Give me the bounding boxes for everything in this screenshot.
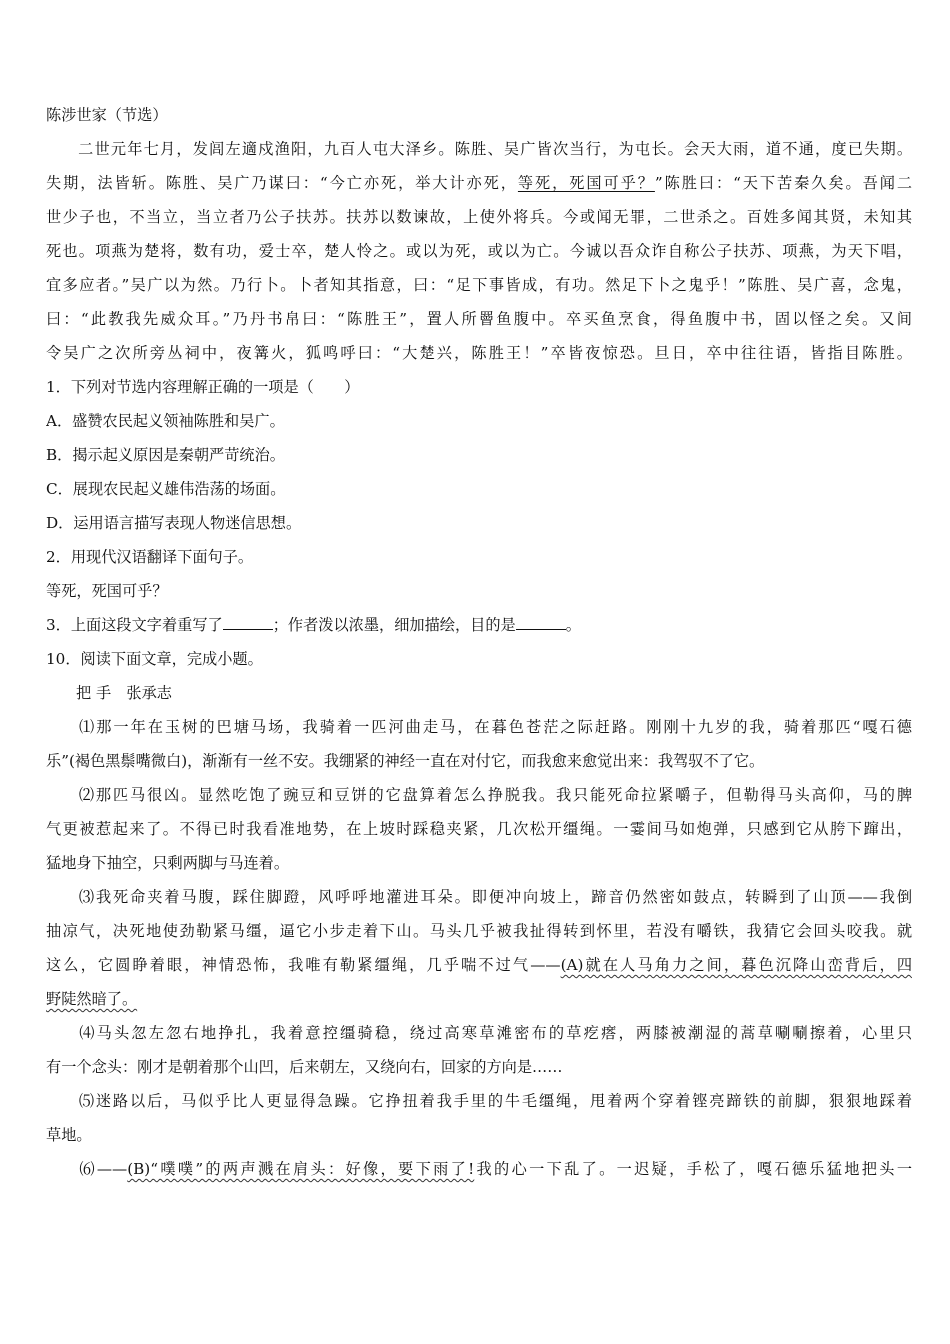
article-line: 有一个念头：刚才是朝着那个山凹，后来朝左，又绕向右，回家的方向是…… bbox=[46, 1058, 563, 1076]
article-line: 猛地身下抽空，只剩两脚与马连着。 bbox=[46, 854, 289, 872]
wavy-underlined-sentence-b: (B)“噗噗”的两声溅在肩头：好像，要下雨了! bbox=[127, 1160, 475, 1178]
article-line: ⑷马头忽左忽右地挣扎，我着意控缰骑稳，绕过高寒草滩密布的草疙瘩，两膝被潮湿的蒿草唰唰擦着，心里只 bbox=[77, 1024, 912, 1042]
question-stem: 1．下列对节选内容理解正确的一项是（ ） bbox=[46, 378, 360, 396]
article-line: ⑶我死命夹着马腹，踩住脚蹬，风呼呼地灌进耳朵。即便冲向坡上，蹄音仍然密如鼓点，转瞬到了山顶——我倒 bbox=[77, 888, 912, 906]
article-text bbox=[46, 710, 912, 1186]
wavy-underlined-sentence-a: (A)就在人马角力之间，暮色沉降山峦背后，四 bbox=[560, 956, 912, 974]
article-line: 气更被惹起来了。不得已时我看准地势，在上坡时踩稳夹紧，几次松开缰绳。一霎间马如炮弹，只感到它从胯下蹿出， bbox=[46, 820, 912, 838]
passage-line: 失期，法皆斩。陈胜、吴广乃谋曰：“今亡亦死，举大计亦死，等死，死国可乎？”陈胜曰：“天下苦秦久矣。吾闻二 bbox=[46, 174, 912, 192]
article-line: ⑵那匹马很凶。显然吃饱了豌豆和豆饼的它盘算着怎么挣脱我。我只能死命拉紧嚼子，但勒得马头高仰，马的脾 bbox=[77, 786, 912, 804]
question-10-stem: 10．阅读下面文章，完成小题。 bbox=[46, 650, 263, 668]
article-line: 这么，它圆睁着眼，神情恐怖，我唯有勒紧缰绳，几乎喘不过气——(A)就在人马角力之间，暮色沉降山峦背后，四 bbox=[46, 956, 912, 974]
article-line: ⑸迷路以后，马似乎比人更显得急躁。它挣扭着我手里的牛毛缰绳，甩着两个穿着铿亮蹄铁的前脚，狠狠地踩着 bbox=[77, 1092, 912, 1110]
article-line: 乐”(褐色黑鬃嘴微白)，渐渐有一丝不安。我绷紧的神经一直在对付它，而我愈来愈觉出来：我驾驭不了它。 bbox=[46, 752, 765, 770]
answer-blank[interactable] bbox=[223, 613, 273, 630]
question-1 bbox=[46, 370, 912, 540]
underlined-sentence: 等死，死国可乎？ bbox=[517, 174, 655, 192]
question-stem: 2．用现代汉语翻译下面句子。 bbox=[46, 548, 254, 566]
translate-sentence: 等死，死国可乎？ bbox=[46, 582, 168, 600]
passage-line: 死也。项燕为楚将，数有功，爱士卒，楚人怜之。或以为死，或以为亡。今诚以吾众诈自称公子扶苏、项燕，为天下唱， bbox=[46, 242, 912, 260]
passage-line: 令吴广之次所旁丛祠中，夜篝火，狐鸣呼曰：“大楚兴，陈胜王！”卒皆夜惊恐。旦日，卒中往往语，皆指目陈胜。 bbox=[46, 344, 912, 362]
option-c: C．展现农民起义雄伟浩荡的场面。 bbox=[46, 480, 286, 498]
article-line: ⑴那一年在玉树的巴塘马场，我骑着一匹河曲走马，在暮色苍茫之际赶路。刚刚十九岁的我，骑着那匹“嘎石德 bbox=[77, 718, 912, 736]
question-3: 3．上面这段文字着重写了 ；作者泼以浓墨，细加描绘，目的是 。 bbox=[46, 608, 912, 642]
article-title: 把 手 张承志 bbox=[76, 684, 172, 702]
passage-line: 世少子也，不当立，当立者乃公子扶苏。扶苏以数谏故，上使外将兵。今或闻无罪，二世杀之。百姓多闻其贤，未知其 bbox=[46, 208, 912, 226]
article-line bbox=[46, 982, 912, 1016]
answer-blank[interactable] bbox=[516, 613, 566, 630]
passage-text bbox=[46, 132, 912, 370]
article-line: 抽凉气，决死地使劲勒紧马缰，逼它小步走着下山。马头几乎被我扯得转到怀里，若没有嚼铁，我猜它会回头咬我。就 bbox=[46, 922, 912, 940]
passage-line: 二世元年七月，发闾左適戍渔阳，九百人屯大泽乡。陈胜、吴广皆次当行，为屯长。会天大雨，道不通，度已失期。 bbox=[77, 140, 912, 158]
option-a: A．盛赞农民起义领袖陈胜和吴广。 bbox=[46, 412, 285, 430]
passage-title: 陈涉世家（节选） bbox=[46, 106, 168, 124]
article-line: 草地。 bbox=[46, 1126, 92, 1144]
document-page bbox=[46, 98, 912, 1186]
option-b: B．揭示起义原因是秦朝严苛统治。 bbox=[46, 446, 285, 464]
passage-line: 宜多应者。”吴广以为然。乃行卜。卜者知其指意，曰：“足下事皆成，有功。然足下卜之鬼乎！”陈胜、吴广喜，念鬼， bbox=[46, 276, 912, 294]
passage-line: 曰：“此教我先威众耳。”乃丹书帛曰：“陈胜王”，置人所罾鱼腹中。卒买鱼烹食，得鱼腹中书，固以怪之矣。又间 bbox=[46, 310, 912, 328]
option-d: D．运用语言描写表现人物迷信思想。 bbox=[46, 514, 302, 532]
wavy-underlined-sentence-a: 野陡然暗了。 bbox=[46, 990, 138, 1008]
article-line: ⑹——(B)“噗噗”的两声溅在肩头：好像，要下雨了!我的心一下乱了。一迟疑，手松了，嘎石德乐猛地把头一 bbox=[77, 1160, 912, 1178]
question-2 bbox=[46, 540, 912, 608]
